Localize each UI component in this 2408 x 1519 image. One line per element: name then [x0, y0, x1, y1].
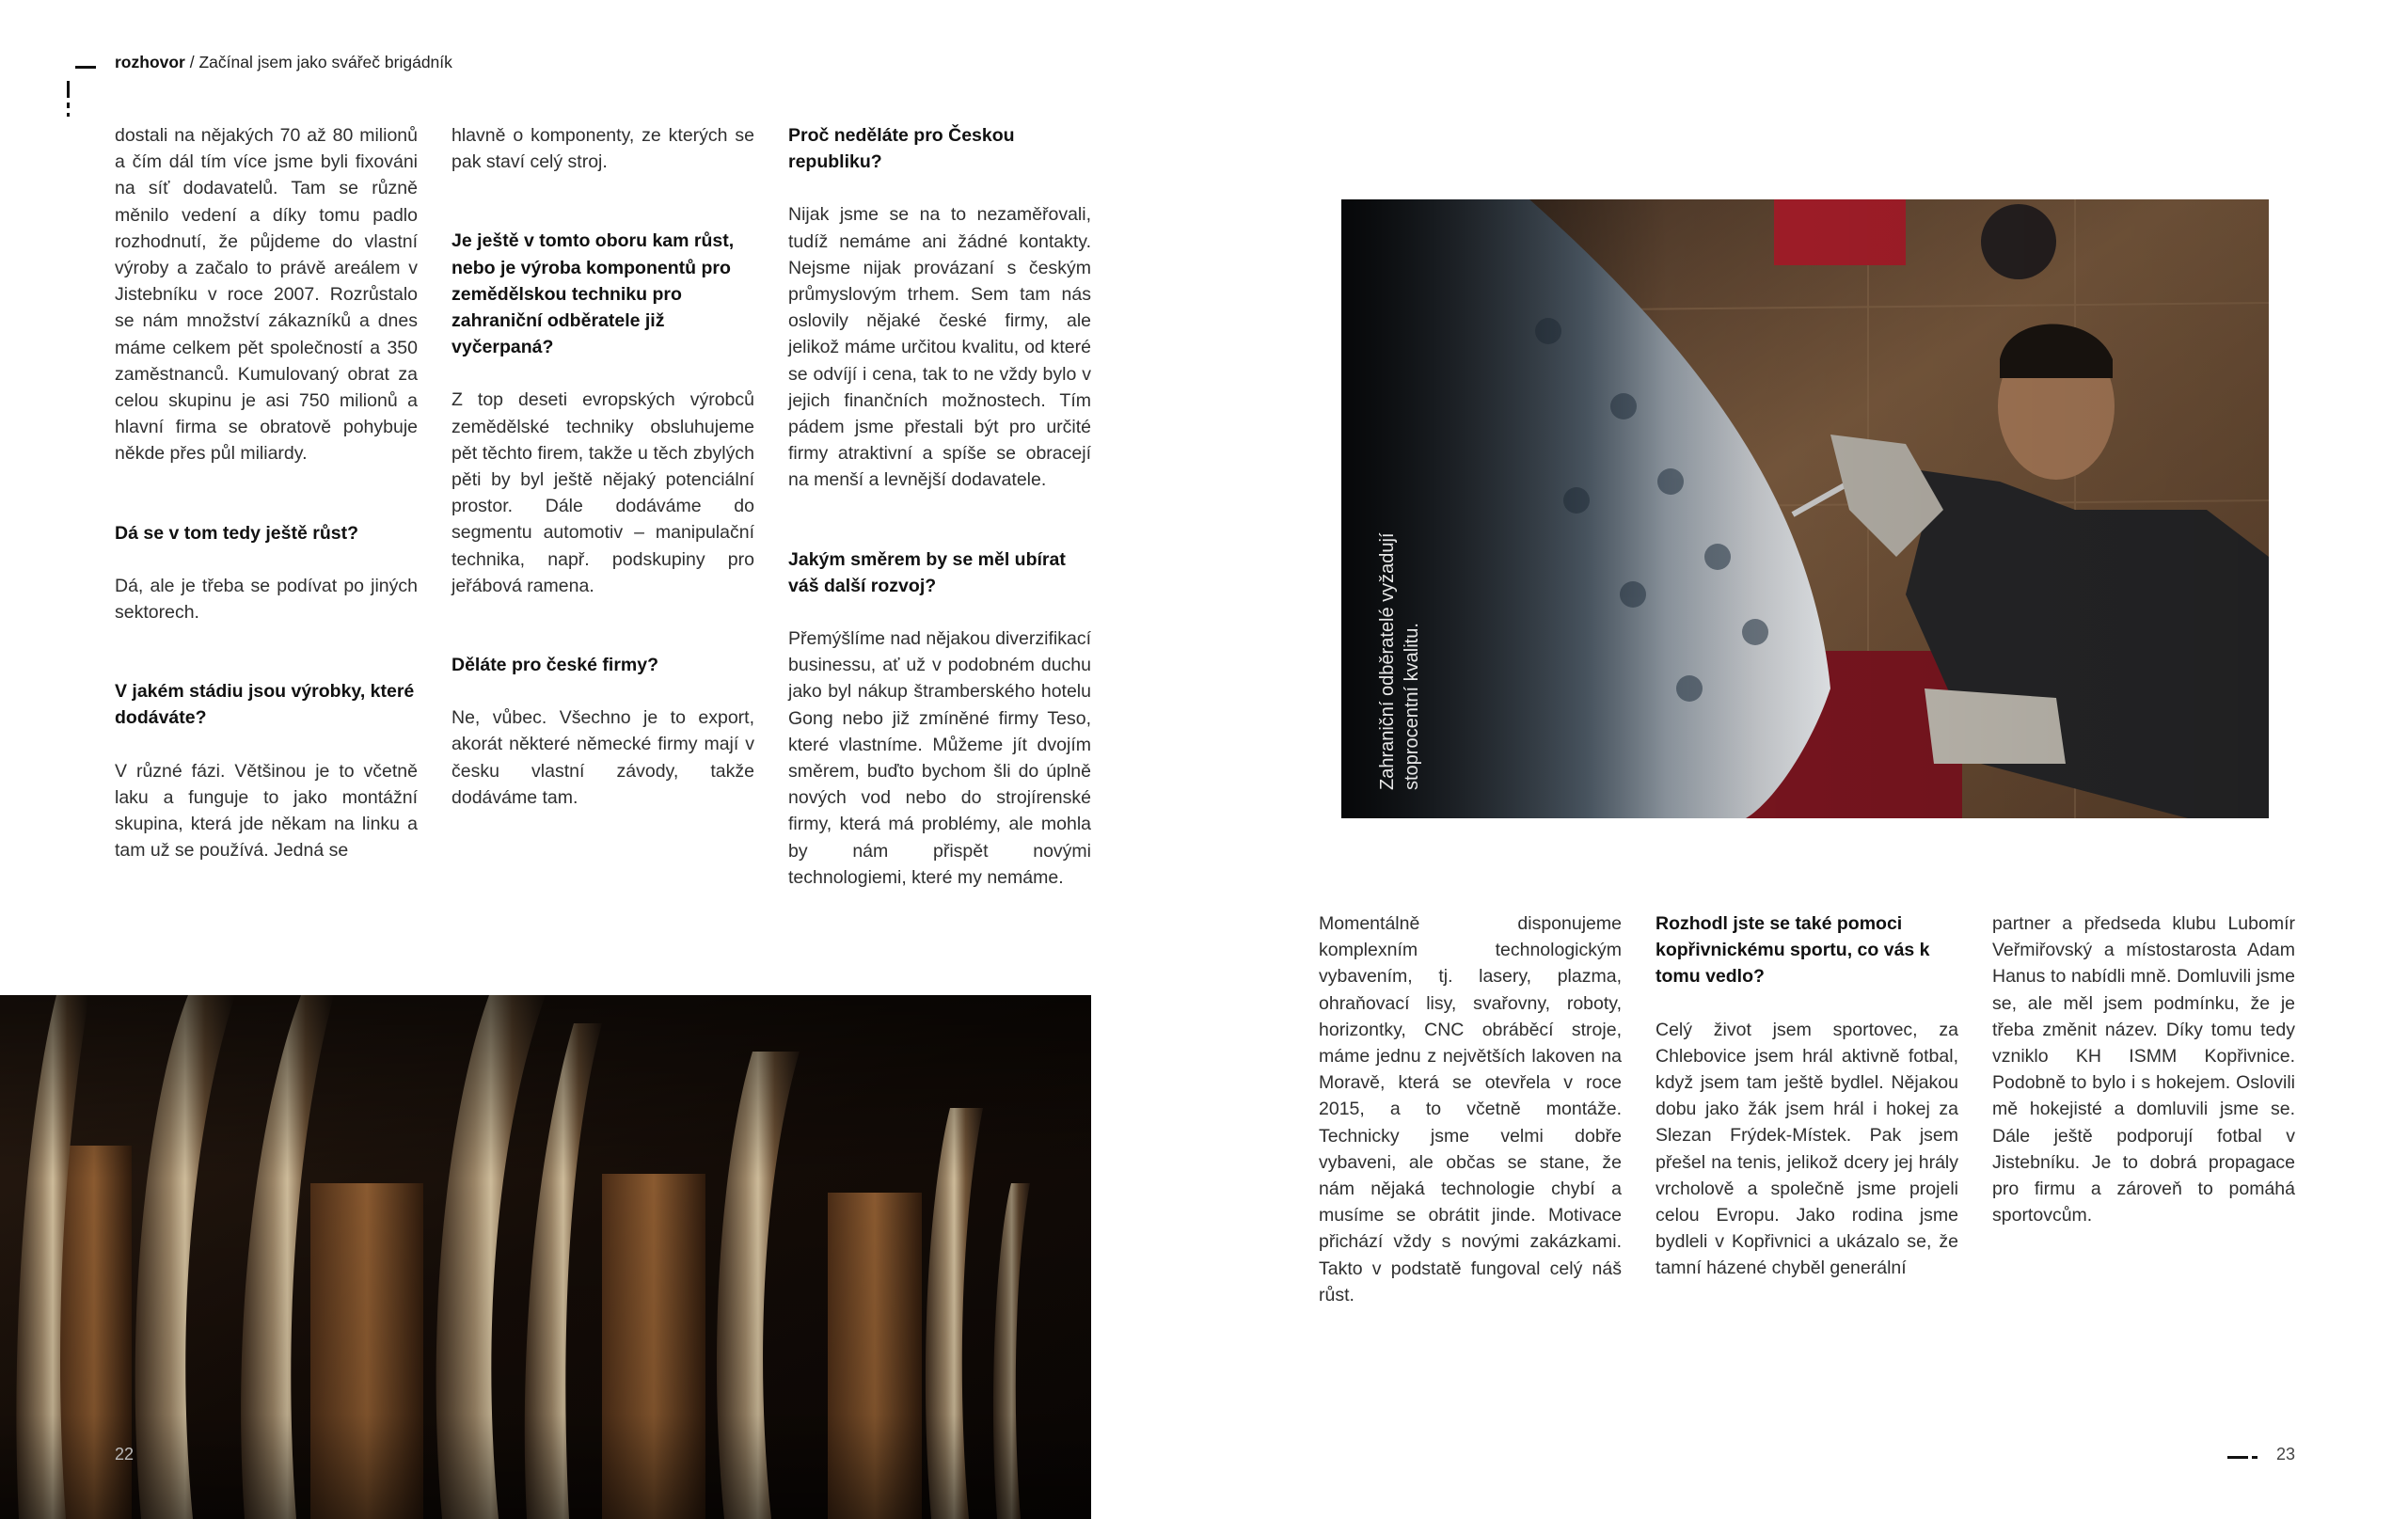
paragraph: Přemýšlíme nad nějakou diverzifikací businessu, ať už v podobném duchu jako byl nákup štramberského hotelu Gong nebo již zmíněné firmy Teso, které vlastníme. Můžeme jít dvojím směrem, buďto bychom šli do úplně nových vod nebo do strojírenské firmy, která má problémy, ale mohla by nám přispět novými technologiemi, které my nemáme.: [788, 628, 1091, 888]
vertical-dash: [67, 113, 70, 117]
text-column-1: [115, 122, 418, 863]
paragraph: Dá, ale je třeba se podívat po jiných sektorech.: [115, 575, 418, 624]
footer-rule: [2227, 1456, 2248, 1459]
paragraph: Z top deseti evropských výrobců zemědělské techniky obsluhujeme pět těchto firem, takže u těch zbylých pěti by byl ještě nějaký potenciální prostor. Dále dodáváme do segmentu automotiv – manipulační technika, např. podskupiny pro jeřábová ramena.: [452, 389, 754, 596]
text-column-2: [452, 122, 754, 811]
photo-metal-discs: [0, 995, 1091, 1519]
caption-line: [1400, 724, 1424, 790]
text-column-5: [1656, 910, 1958, 1282]
vertical-dash: [67, 81, 70, 98]
metal-discs-image: [0, 995, 1091, 1519]
paragraph: Celý život jsem sportovec, za Chlebovice jsem hrál aktivně fotbal, když jsem tam ještě bydlel. Nějakou dobu jako žák jsem hrál i hokej za Slezan Frýdek-Místek. Pak jsem přešel na tenis, jelikož dcery jej hrály vrcholově a společně jsme projeli celou Evropu. Jako rodina jsme bydleli v Kopřivnici a ukázalo se, že tamní házené chyběl generální: [1656, 1019, 1958, 1279]
caption-line: [1375, 724, 1400, 790]
header-section: rozhovor: [115, 53, 185, 71]
paragraph: dostali na nějakých 70 až 80 milionů a čím dál tím více jsme byli fixováni na síť dodavatelů. Tam se různě měnilo vedení a díky tomu padlo rozhodnutí, že půjdeme do vlastní výroby a začalo to právě areálem v Jistebníku v roce 2007. Rozrůstalo se nám množství zákazníků a dnes máme celkem pět společností a 350 zaměstnanců. Kumulovaný obrat za celou skupinu je asi 750 milionů a hlavní firma se obratově pohybuje někde přes půl miliardy.: [115, 125, 418, 465]
interview-question: V jakém stádiu jsou výrobky, které dodáváte?: [115, 681, 415, 729]
paragraph: Nijak jsme se na to nezaměřovali, tudíž nemáme ani žádné kontakty. Nejsme nijak provázaní s českým průmyslovým trhem. Sem tam nás oslovily nějaké české firmy, ale jelikož máme určitou kvalitu, od které se odvíjí i cena, tak to ne vždy bylo v jejich finančních možnostech. Tím pádem jsme přestali být pro určité firmy atraktivní a spíše se obracejí na menší a levnější dodavatele.: [788, 204, 1091, 491]
page-number-left: 22: [115, 1445, 135, 1464]
page-number-right: 23: [2276, 1445, 2296, 1464]
header-title: Začínal jsem jako svářeč brigádník: [198, 53, 452, 71]
interview-question: Je ještě v tomto oboru kam růst, nebo je výroba komponentů pro zemědělskou techniku pro zahraniční odběratele již vyčerpaná?: [452, 230, 735, 358]
paragraph: hlavně o komponenty, ze kterých se pak staví celý stroj.: [452, 125, 754, 173]
text-column-4: [1319, 910, 1622, 1308]
header-rule: [75, 66, 96, 69]
interview-question: Dá se v tom tedy ještě růst?: [115, 522, 359, 544]
interview-question: Proč neděláte pro Českou republiku?: [788, 125, 1015, 173]
photo-caption: [1375, 724, 1657, 790]
interview-question: Jakým směrem by se měl ubírat váš další rozvoj?: [788, 548, 1066, 596]
interview-question: Děláte pro české firmy?: [452, 655, 659, 676]
paragraph: partner a předseda klubu Lubomír Veřmiřovský a místostarosta Adam Hanus to nabídli mně. Domluvili jsme se, ale měl jsem podmínku, že je třeba změnit název. Díky tomu tedy vzniklo KH ISMM Kopřivnice. Podobně to bylo i s hokejem. Oslovili mě hokejisté a domluvili jsme se. Dále ještě podporují fotbal v Jistebníku. Je to dobrá propagace pro firmu a zároveň to pomáhá sportovcům.: [1992, 913, 2295, 1226]
text-column-6: [1992, 910, 2295, 1228]
vertical-dash: [67, 103, 70, 108]
text-column-3: [788, 122, 1091, 891]
paragraph: Ne, vůbec. Všechno je to export, akorát některé německé firmy mají v česku vlastní závody, takže dodáváme tam.: [452, 707, 754, 808]
header-separator: /: [184, 53, 199, 71]
running-header: [115, 53, 452, 72]
interview-question: Rozhodl jste se také pomoci kopřivnickému sportu, co vás k tomu vedlo?: [1656, 913, 1930, 988]
paragraph: Momentálně disponujeme komplexním technologickým vybavením, tj. lasery, plazma, ohraňovací lisy, svařovny, roboty, horizontky, CNC obráběcí stroje, máme jednu z největších lakoven na Moravě, která se otevřela v roce 2015, a to včetně montáže. Technicky jsme velmi dobře vybaveni, ale občas se stane, že nám nějaká technologie chybí a musíme se obrátit jinde. Motivace přichází vždy s novými zakázkami. Takto v podstatě fungoval celý náš růst.: [1319, 913, 1622, 1305]
paragraph: V různé fázi. Většinou je to včetně laku a funguje to jako montážní skupina, která jde někam na linku a tam už se používá. Jedná se: [115, 760, 418, 862]
footer-rule: [2252, 1456, 2258, 1459]
